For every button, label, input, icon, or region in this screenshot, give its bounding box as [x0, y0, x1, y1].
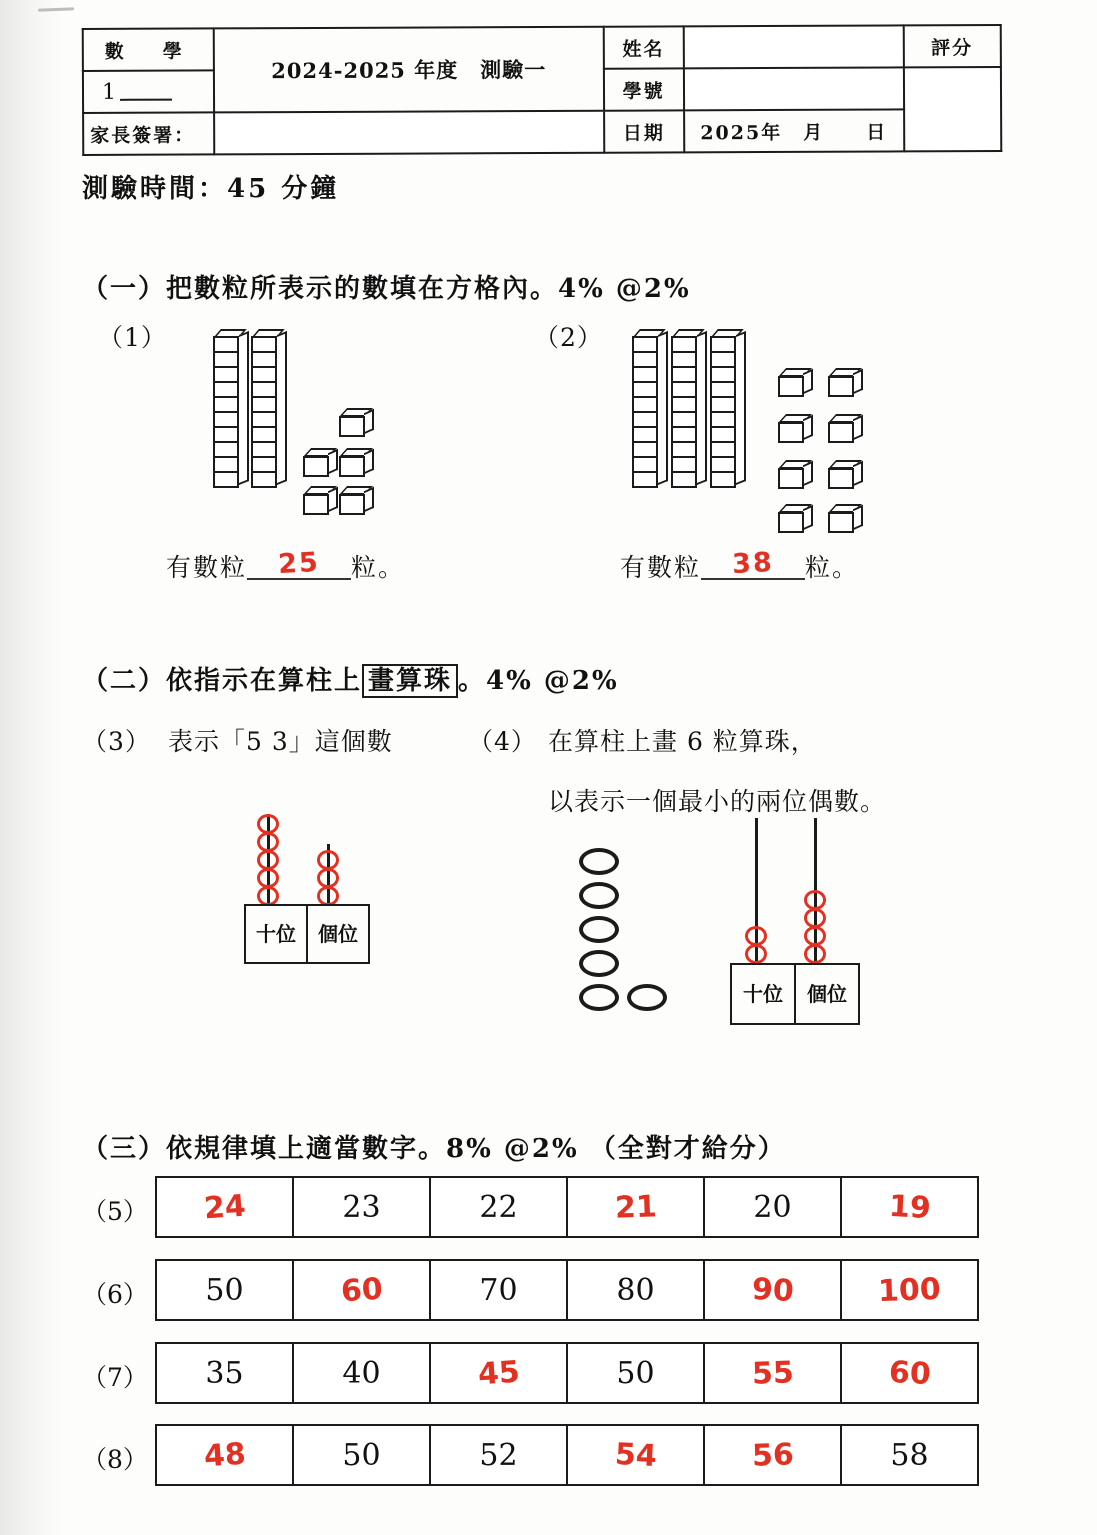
answer-prefix: 有數粒 [166, 553, 248, 582]
unit-cube [778, 414, 804, 436]
place-label-tens-text: 十位 [256, 921, 296, 946]
unit-cube [778, 504, 804, 526]
sequence-cell-value: 22 [479, 1189, 518, 1225]
section-one-heading: （一）把數粒所表示的數填在方格內。4% @2% [82, 274, 691, 304]
base-ten-blocks-q2 [626, 328, 876, 538]
place-label-tens [732, 965, 794, 1023]
grade-number: 1 [101, 79, 119, 105]
sequence-cell-value: 24 [202, 1188, 247, 1226]
abacus-bead-ones [317, 850, 339, 870]
sequence-row [155, 1342, 979, 1404]
sequence-cell-value: 58 [890, 1437, 929, 1473]
sequence-cell-value: 56 [751, 1436, 794, 1474]
abacus-q4[interactable] [722, 818, 872, 1028]
student-id-value-field[interactable] [683, 67, 903, 110]
unit-cube [303, 448, 329, 470]
answer-blank-q2[interactable] [701, 546, 805, 581]
sequence-cell-value: 19 [887, 1188, 932, 1226]
ten-rod [710, 338, 736, 488]
section-three-heading: （三）依規律填上適當數字。8% @2% （全對才給分） [82, 1134, 786, 1164]
sequence-cell[interactable] [566, 1424, 705, 1486]
question-3-label: （3） [82, 727, 151, 756]
question-3-text: 表示「5 3」這個數 [168, 727, 393, 756]
abacus-bead-tens [257, 886, 279, 906]
answer-sentence-q1 [166, 548, 405, 584]
sequence-row [155, 1259, 979, 1321]
place-label-ones [794, 965, 858, 1023]
sequence-cell-value: 50 [342, 1437, 381, 1473]
ten-rod [251, 338, 277, 488]
sequence-row-label: （5） [82, 1197, 148, 1226]
scan-artifact-mark [38, 7, 74, 11]
sequence-cell-value: 23 [342, 1189, 381, 1225]
question-4-text-line1: 在算柱上畫 6 粒算珠， [548, 727, 817, 756]
sequence-cell[interactable] [155, 1176, 294, 1238]
ten-rod [671, 338, 697, 488]
sequence-cell-value: 100 [877, 1271, 942, 1309]
sequence-cell[interactable] [703, 1176, 842, 1238]
base-ten-blocks-q1 [205, 328, 395, 528]
sequence-cell[interactable] [840, 1424, 979, 1486]
abacus-bead-ones [317, 886, 339, 906]
answer-prefix: 有數粒 [620, 553, 702, 582]
abacus-bead-tens [745, 944, 767, 964]
abacus-bead-tens [257, 814, 279, 834]
question-1-label: （1） [98, 323, 167, 352]
section-two-heading [82, 660, 619, 697]
place-label-ones [306, 906, 368, 962]
date-value-cell[interactable]: 2025年 月 日 [684, 109, 904, 152]
unit-cube [828, 368, 854, 390]
answer-suffix: 粒。 [805, 553, 860, 582]
date-label-cell: 日期 [604, 110, 684, 152]
answer-blank-q1[interactable] [247, 546, 351, 581]
sequence-cell[interactable] [703, 1259, 842, 1321]
sequence-row-label: （8） [82, 1445, 148, 1474]
parent-signature-field[interactable] [214, 111, 604, 155]
sequence-cell[interactable] [292, 1342, 431, 1404]
sequence-cell[interactable] [429, 1176, 568, 1238]
abacus-bead-tens [745, 926, 767, 946]
parent-signature-label-cell: 家長簽署： [83, 112, 214, 155]
sequence-cell[interactable] [292, 1259, 431, 1321]
sequence-cell[interactable] [429, 1424, 568, 1486]
handwritten-answer-q1: 25 [277, 546, 321, 581]
question-4-text-line2: 以表示一個最小的兩位偶數。 [548, 787, 887, 816]
unit-cube [778, 368, 804, 390]
score-label-cell: 評分 [903, 25, 1001, 67]
grade-cell[interactable] [83, 70, 214, 113]
sequence-cell[interactable] [840, 1176, 979, 1238]
name-label-cell: 姓名 [603, 26, 683, 68]
bead-pool-q4 [575, 848, 685, 1018]
unit-cube [828, 460, 854, 482]
answer-sentence-q2 [620, 548, 859, 584]
unit-cube [778, 460, 804, 482]
abacus-q3[interactable] [240, 806, 380, 966]
ten-rod [632, 338, 658, 488]
sequence-cell-value: 60 [339, 1271, 384, 1309]
section-two-heading-part-a: （二）依指示在算柱上 [82, 666, 363, 696]
unit-cube [339, 408, 365, 430]
sequence-cell-value: 52 [479, 1437, 518, 1473]
sequence-cell-value: 20 [753, 1189, 792, 1225]
grade-blank-line [120, 82, 172, 100]
sequence-row-label: （6） [82, 1280, 148, 1309]
pool-bead [579, 984, 619, 1011]
sequence-cell[interactable] [155, 1259, 294, 1321]
sequence-cell[interactable] [566, 1342, 705, 1404]
abacus-bead-tens [257, 850, 279, 870]
sequence-cell[interactable] [292, 1424, 431, 1486]
scan-edge-shadow [0, 0, 62, 1535]
sequence-cell[interactable] [566, 1176, 705, 1238]
place-label-ones-text: 個位 [807, 981, 847, 1006]
sequence-cell-value: 60 [887, 1354, 932, 1392]
pool-bead [579, 882, 619, 909]
sequence-cell-value: 40 [342, 1355, 381, 1391]
place-label-ones-text: 個位 [318, 921, 358, 946]
abacus-bead-ones [804, 890, 826, 910]
unit-cube [339, 448, 365, 470]
sequence-row-label: （7） [82, 1363, 148, 1392]
section-two-boxed-instruction: 畫算珠 [362, 664, 458, 698]
sequence-cell-value: 48 [202, 1436, 247, 1474]
section-two-heading-part-b: 。4% @2% [458, 666, 619, 696]
abacus-bead-ones [317, 868, 339, 888]
sequence-cell[interactable] [703, 1342, 842, 1404]
unit-cube [828, 414, 854, 436]
abacus-bead-ones [804, 926, 826, 946]
sequence-cell[interactable] [840, 1342, 979, 1404]
sequence-cell[interactable] [429, 1259, 568, 1321]
place-value-box-q4 [730, 963, 860, 1025]
subject-cell: 數 學 [83, 28, 214, 71]
question-2-label: （2） [534, 323, 603, 352]
pool-bead [579, 916, 619, 943]
exam-title-cell: 2024-2025 年度 測驗一 [214, 27, 604, 113]
sequence-cell[interactable] [840, 1259, 979, 1321]
pool-bead [579, 950, 619, 977]
abacus-bead-ones [804, 908, 826, 928]
pool-bead [579, 848, 619, 875]
sequence-cell-value: 21 [614, 1188, 657, 1226]
sequence-cell[interactable] [429, 1342, 568, 1404]
sequence-cell[interactable] [292, 1176, 431, 1238]
question-4-label: （4） [468, 727, 537, 756]
answer-suffix: 粒。 [351, 553, 406, 582]
sequence-row [155, 1424, 979, 1486]
sequence-cell-value: 50 [616, 1355, 655, 1391]
sequence-cell-value: 35 [205, 1355, 244, 1391]
sequence-cell-value: 50 [205, 1272, 244, 1308]
name-value-field[interactable] [683, 25, 903, 68]
sequence-cell-value: 55 [751, 1354, 794, 1392]
place-label-tens-text: 十位 [743, 981, 783, 1006]
sequence-cell-value: 70 [479, 1272, 518, 1308]
sequence-cell-value: 45 [476, 1354, 521, 1392]
pool-bead [627, 984, 667, 1011]
unit-cube [339, 486, 365, 508]
sequence-cell[interactable] [155, 1342, 294, 1404]
sequence-cell-value: 90 [750, 1271, 795, 1309]
unit-cube [303, 486, 329, 508]
abacus-bead-ones [804, 944, 826, 964]
sequence-cell-value: 54 [613, 1436, 658, 1474]
worksheet-header-table [82, 24, 1003, 156]
place-value-box-q3 [244, 904, 370, 964]
sequence-cell[interactable] [155, 1424, 294, 1486]
abacus-bead-tens [257, 832, 279, 852]
unit-cube [828, 504, 854, 526]
ten-rod [213, 338, 239, 488]
student-id-label-cell: 學號 [604, 68, 684, 110]
sequence-cell[interactable] [566, 1259, 705, 1321]
score-value-field[interactable] [904, 67, 1002, 151]
sequence-cell[interactable] [703, 1424, 842, 1486]
abacus-bead-tens [257, 868, 279, 888]
handwritten-answer-q2: 38 [731, 546, 775, 581]
duration-text: 測驗時間：45 分鐘 [82, 174, 340, 204]
sequence-row [155, 1176, 979, 1238]
sequence-cell-value: 80 [616, 1272, 655, 1308]
place-label-tens [246, 906, 306, 962]
